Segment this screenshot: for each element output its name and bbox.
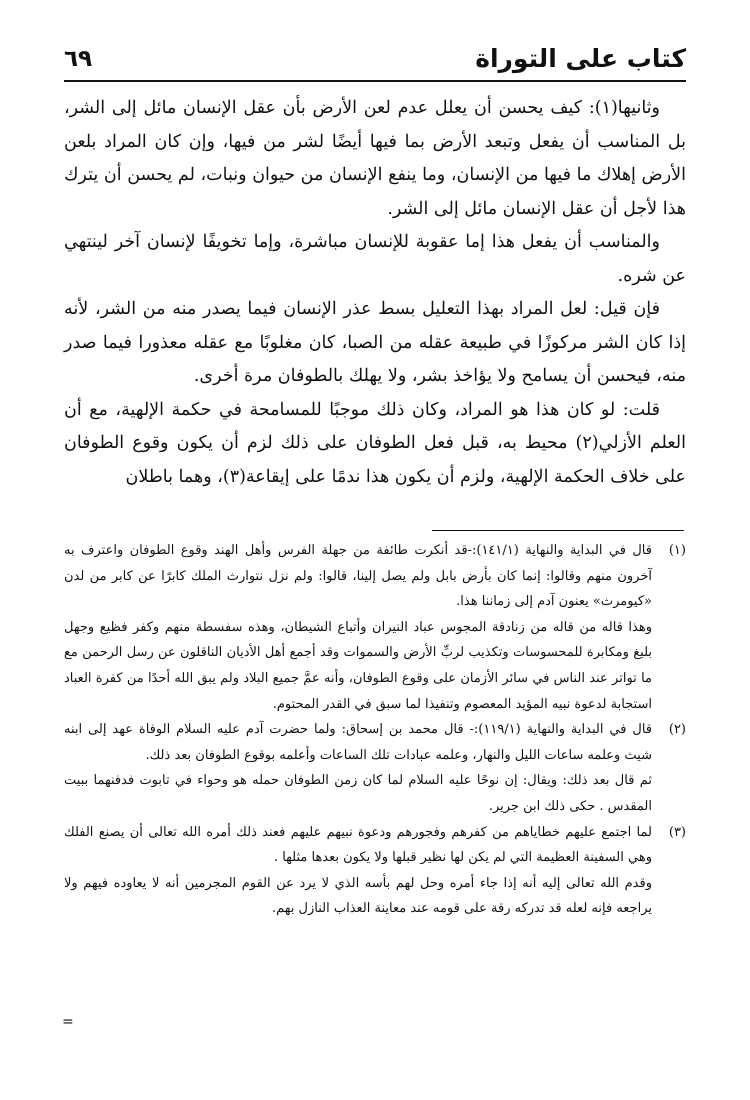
footnotes [64, 538, 686, 922]
footnote-2 [64, 717, 686, 768]
paragraph-3: فإن قيل: لعل المراد بهذا التعليل بسط عذر الإنسان فيما يصدر منه من الشر، لأنه إذا كان الشر مركوزًا في طبيعة عقله من الصبا، كان مغلوبًا مع عقله معذورا فيما صدر منه، فيحسن أن يسامح ولا يؤاخذ بشر، ولا يهلك بالطوفان مرة أخرى. [64, 299, 686, 386]
footnote-2-continuation: ثم قال بعد ذلك: ويقال: إن نوحًا عليه السلام لما كان زمن الطوفان حمله هو وحواء في تابوت فدفنهما ببيت المقدس . حكى ذلك ابن جرير. [64, 773, 652, 814]
footnote-3-continuation: وقدم الله تعالى إليه أنه إذا جاء أمره وحل لهم بأسه الذي لا يرد عن القوم المجرمين أنه لا يعاوده فيهم ولا يراجعه فإنه لعله قد تدركه رقة على قومه عند معاينة العذاب النازل بهم. [64, 875, 652, 917]
footnote-1-continuation: وهذا قاله من قاله من زنادقة المجوس عباد النيران وأتباع الشيطان، وهذه سفسطة منهم وكفر فظيع وجهل بليغ ومكابرة للمحسوسات وتكذيب لربِّ الأرض والسموات وقد أجمع أهل الأديان الناقلون عن رسل الرحمن مع ما تواتر عند الناس في سائر الأزمان على وقوع الطوفان، وأنه عمَّ جميع البلاد ولم يبق الله أحدًا من كفرة العباد استجابة لدعوة نبيه المؤيد المعصوم وتنفيذا لما سبق في القدر المحتوم. [64, 619, 652, 712]
footnote-marker: (٣) [668, 824, 686, 840]
page-number: ٦٩ [64, 46, 93, 72]
header-rule [64, 80, 686, 82]
footnote-separator [432, 530, 684, 531]
footnote-text: قال في البداية والنهاية (١٤١/١):-قد أنكرت طائفة من جهلة الفرس وأهل الهند وقوع الطوفان واعترف به آخرون منهم وقالوا: إنما كان بأرض بابل ولم يصل إلينا، قالوا: ولم نزل نتوارث الملك كابرًا عن كابر من لدن «كيومرث» يعنون آدم إلى زماننا هذا. [64, 543, 652, 610]
footnote-text: لما اجتمع عليهم خطاياهم من كفرهم وفجورهم ودعوة نبيهم عليهم فعند ذلك أمره الله تعالى أن يصنع الفلك وهي السفينة العظيمة التي لم يكن لها نظير قبلها ولا يكون بعدها مثلها . [64, 824, 652, 866]
paragraph-1: وثانيها(١): كيف يحسن أن يعلل عدم لعن الأرض بأن عقل الإنسان مائل إلى الشر، بل المناسب أن يفعل وتبعد الأرض بما فيها أيضًا لشر من فيها، وإن كان المراد بلعن الأرض إهلاك ما فيها من الإنسان، وما ينفع الإنسان من حيوان ونبات، لم يحسن أن يترك هذا لأجل أن عقل الإنسان مائل إلى الشر. [64, 98, 686, 219]
footnote-marker: (١) [668, 543, 686, 558]
footnote-text: قال في البداية والنهاية (١١٩/١):- قال محمد بن إسحاق: ولما حضرت آدم عليه السلام الوفاة عهد إلى ابنه شيث وعلمه ساعات الليل والنهار، وعلمه عبادات تلك الساعات وأعلمه بوقوع الطوفان بعد ذلك. [64, 722, 652, 763]
continuation-mark: = [62, 1014, 74, 1030]
page-header [64, 40, 686, 84]
footnote-3 [64, 820, 686, 871]
footnote-1 [64, 538, 686, 615]
running-title: كتاب على التوراة [475, 44, 686, 73]
footnote-marker: (٢) [668, 722, 686, 738]
paragraph-4: قلت: لو كان هذا هو المراد، وكان ذلك موجبًا للمسامحة في حكمة الإلهية، مع أن العلم الأزلي(٢) محيط به، قبل فعل الطوفان على ذلك لزم أن يكون وقوع الطوفان على خلاف الحكمة الإلهية، ولزم أن يكون هذا ندمًا على إيقاعة(٣)، وهما باطلان [64, 399, 686, 487]
paragraph-2: والمناسب أن يفعل هذا إما عقوبة للإنسان مباشرة، وإما تخويفًا لإنسان آخر لينتهي عن شره. [64, 232, 686, 286]
main-text [64, 92, 686, 494]
